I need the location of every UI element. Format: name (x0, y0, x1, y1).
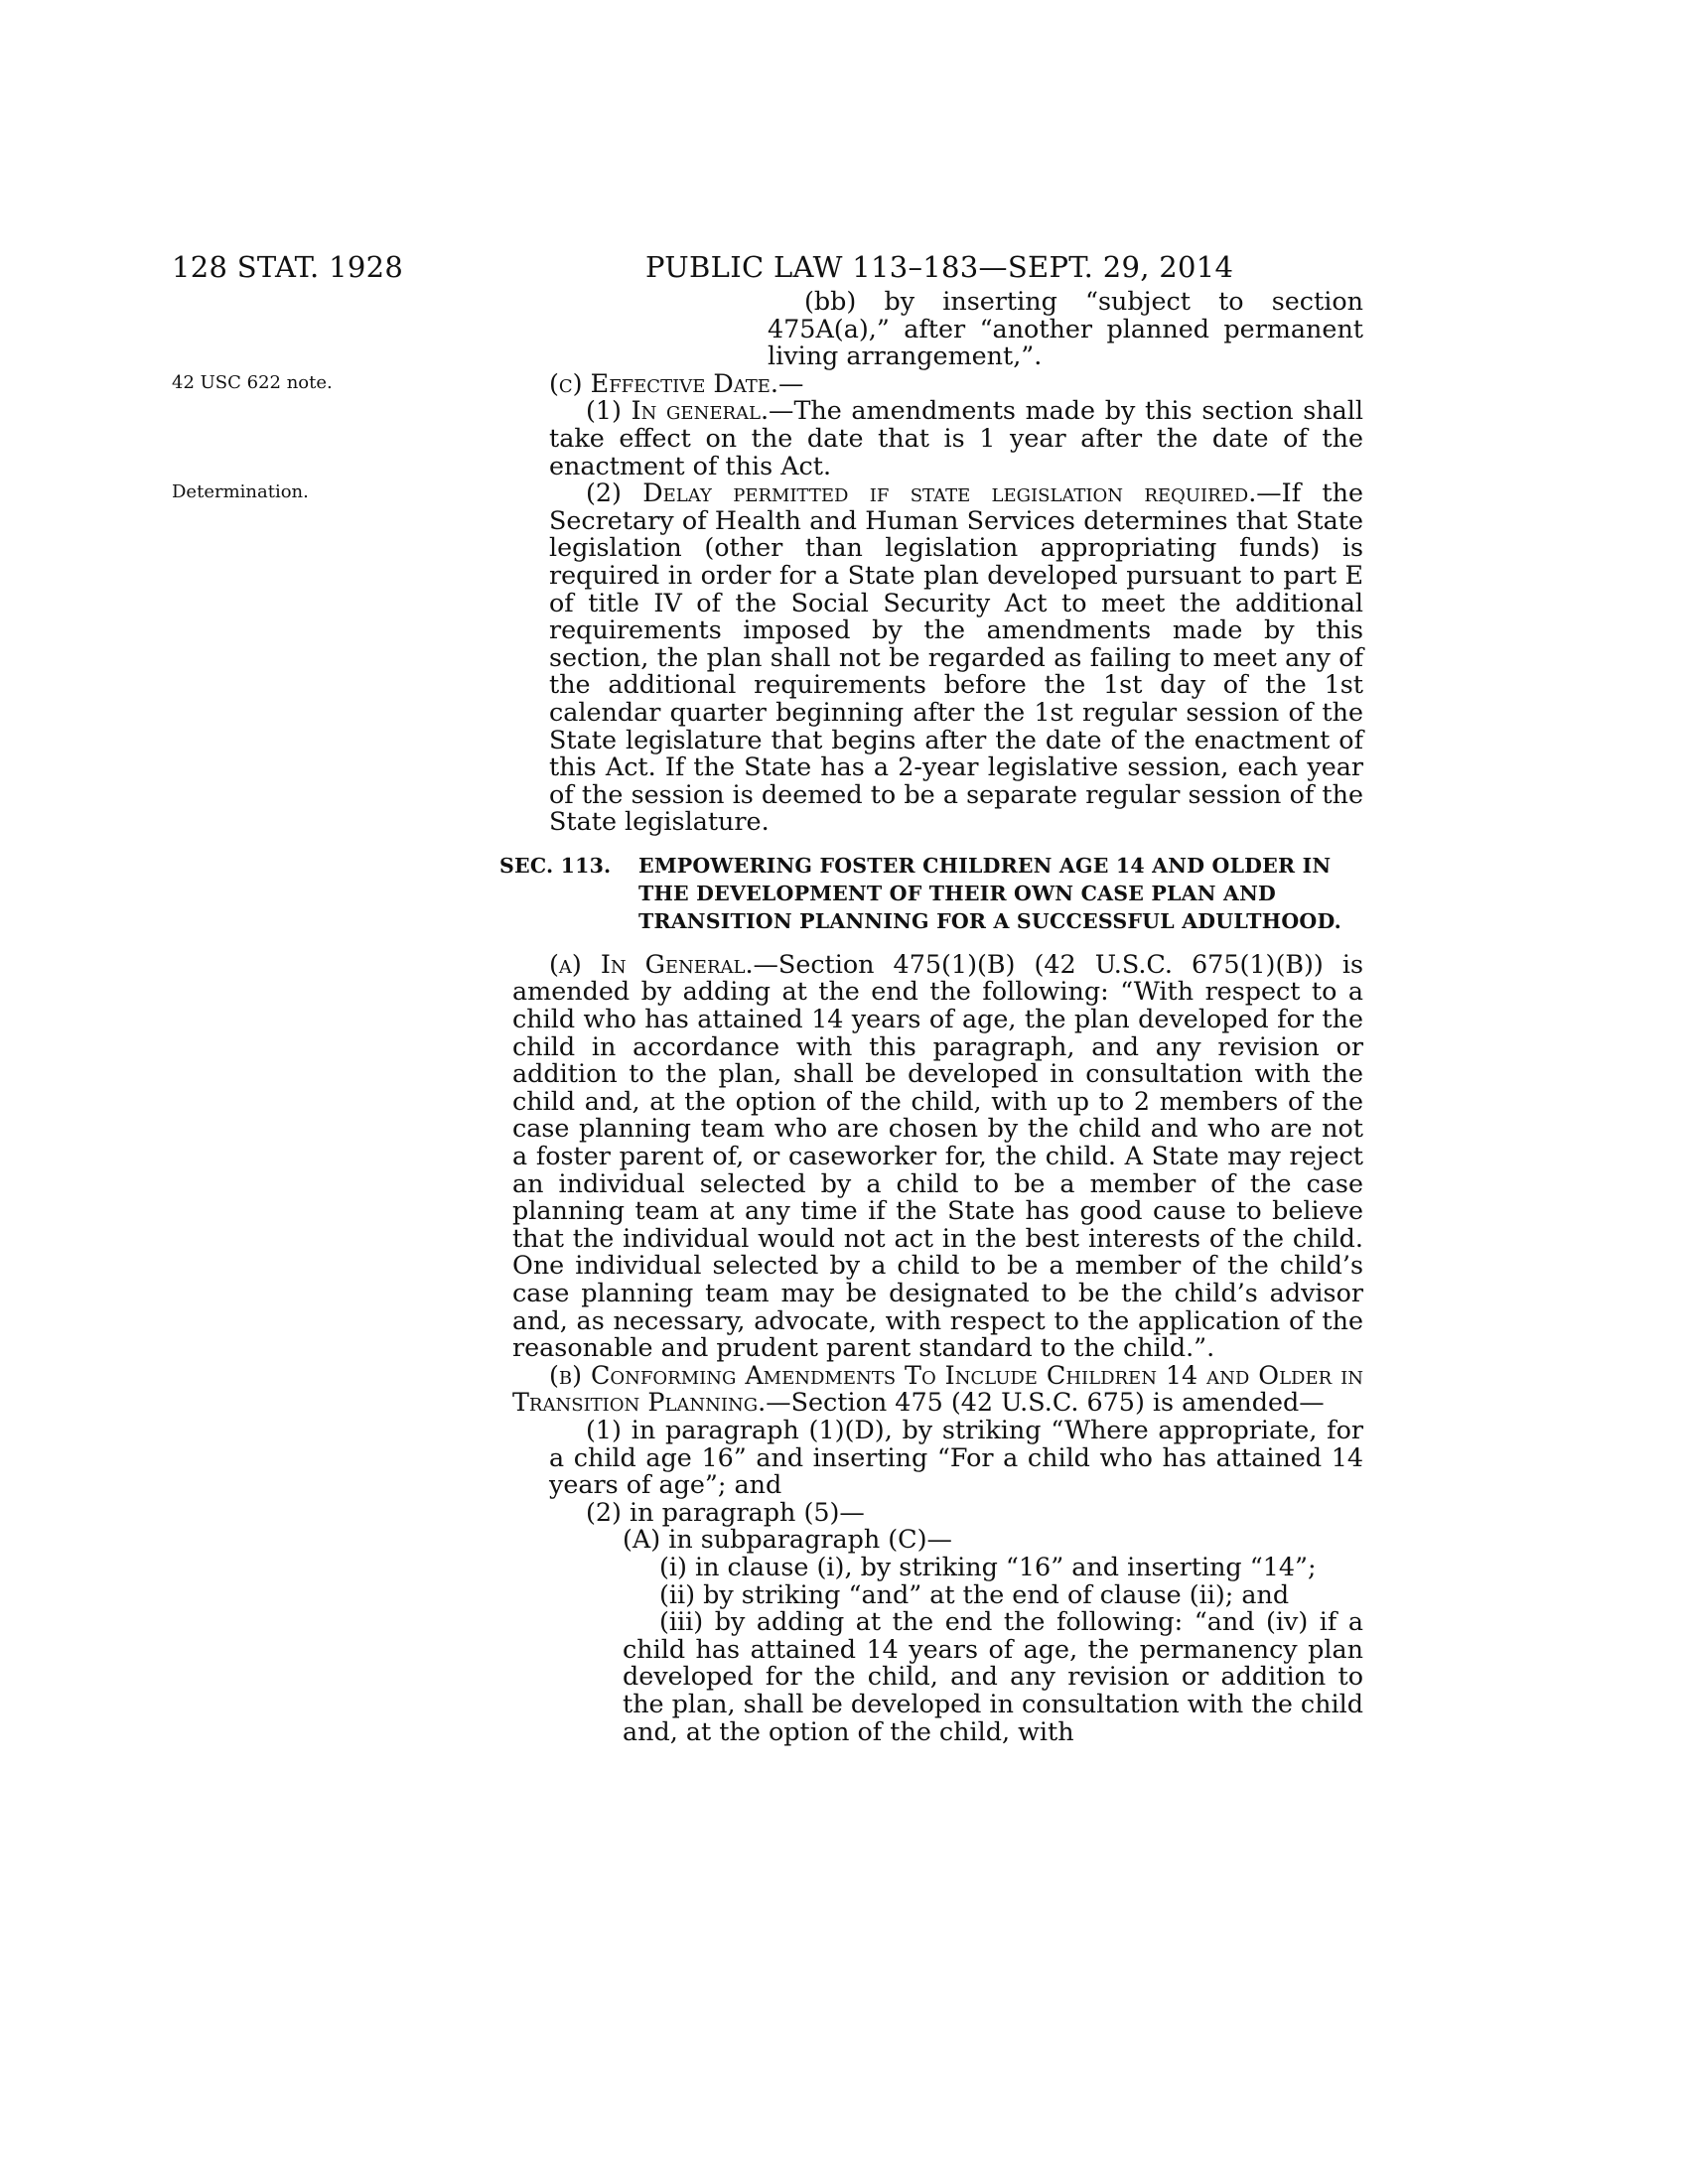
paragraph-bii: (ii) by striking “and” at the end of clause (ii); and (659, 1578, 1290, 1609)
block-c2 (172, 479, 1363, 836)
heading-c: (c) Effective Date.— (549, 367, 804, 398)
section-title-line1: EMPOWERING FOSTER CHILDREN AGE 14 AND OLDER IN (638, 853, 1332, 878)
list-clauses (623, 1551, 1363, 1746)
running-title: PUBLIC LAW 113–183—SEPT. 29, 2014 (645, 250, 1234, 284)
paragraph-a: (a) In General.—Section 475(1)(B) (42 U.S.C. 675(1)(B)) is amended by adding at the end the following: “With respect to a child who has attained 14 years of age, the plan developed for the child in accordance with this paragraph, and any revision or addition to the plan, shall be developed in consultation with the child and, at the option of the child, with up to 2 members of the case planning team who are chosen by the child and who are not a foster parent of, or caseworker for, the child. A State may reject an individual selected by a child to be a member of the case planning team at any time if the State has good cause to believe that the individual would not act in the best interests of the child. One individual selected by a child to be a member of the child’s case planning team may be designated to be the child’s advisor and, as necessary, advocate, with respect to the application of the reasonable and prudent parent standard to the child.”. (512, 948, 1363, 1363)
paragraph-b1: (1) in paragraph (1)(D), by striking “Where appropriate, for a child age 16” and inserting “For a child who has attained 14 years of age”; and (549, 1414, 1363, 1500)
block-c (172, 367, 1364, 480)
paragraph-c1: (1) In general.—The amendments made by this section shall take effect on the date that is 1 year after the date of the enactment of this Act. (549, 395, 1364, 480)
page-body (172, 286, 1364, 1746)
text-bb: (bb) by inserting “subject to section 475A(a),” after “another planned permanent living arrangement,”. (768, 286, 1363, 371)
paragraph-biii: (iii) by adding at the end the following: “and (iv) if a child has attained 14 years of age, the permanency plan developed for the child, and any revision or addition to the plan, shall be developed in consultation with the child and, at the option of the child, with (623, 1606, 1363, 1746)
stat-page-number: 128 STAT. 1928 (172, 250, 404, 284)
paragraph-b2: (2) in paragraph (5)— (586, 1496, 865, 1527)
paragraph-c2: (2) Delay permitted if state legislation required.—If the Secretary of Health and Human Services determines that State legislation (other than legislation appropriating funds) is required in order for a State plan developed pursuant to part E of title IV of the Social Security Act to meet the additional requirements imposed by the amendments made by this section, the plan shall not be regarded as failing to meet any of the additional requirements before the 1st day of the 1st calendar quarter beginning after the 1st regular session of the State legislature that begins after the date of the enactment of this Act. If the State has a 2-year legislative session, each year of the session is deemed to be a separate regular session of the State legislature. (549, 478, 1363, 837)
section-title-line3: TRANSITION PLANNING FOR A SUCCESSFUL ADULTHOOD. (638, 908, 1342, 933)
list-bA (586, 1526, 1363, 1554)
list-b1 (549, 1414, 1363, 1527)
section-body (512, 948, 1363, 1746)
margin-note-determination: Determination. (172, 481, 309, 503)
running-header (172, 250, 1363, 290)
margin-note-usc: 42 USC 622 note. (172, 371, 333, 393)
paragraph-bA: (A) in subparagraph (C)— (623, 1524, 952, 1555)
paragraph-bi: (i) in clause (i), by striking “16” and inserting “14”; (659, 1551, 1317, 1581)
section-heading (499, 852, 1363, 935)
section-title-line2: THE DEVELOPMENT OF THEIR OWN CASE PLAN AND (638, 881, 1276, 905)
block-bb-text (172, 288, 1363, 370)
paragraph-b: (b) Conforming Amendments To Include Children 14 and Older in Transition Planning.—Section 475 (42 U.S.C. 675) is amended— (512, 1359, 1363, 1418)
section-number: SEC. 113. (499, 853, 612, 878)
